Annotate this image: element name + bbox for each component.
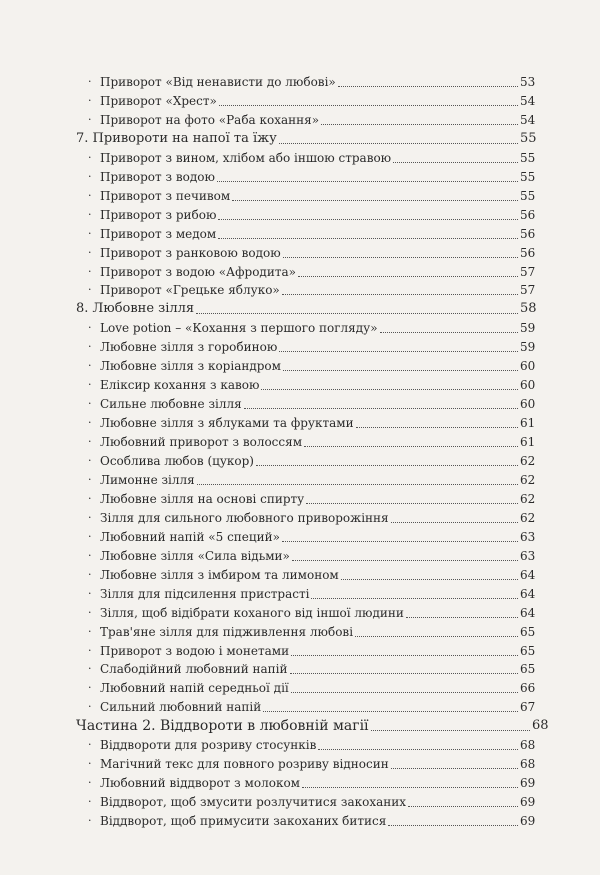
toc-entry-title: Приворот з медом	[100, 226, 217, 241]
dot-leader	[380, 331, 518, 333]
toc-entry-title: Приворот з вином, хлібом або іншою стравою	[100, 150, 392, 165]
toc-entry-page-number: 61	[520, 435, 536, 450]
dot-leader	[282, 293, 518, 295]
toc-entry	[0, 792, 600, 810]
toc-entry	[0, 527, 600, 545]
toc-entry-page-number: 61	[520, 416, 536, 431]
bullet-icon: ·	[88, 510, 92, 524]
toc-entry	[0, 546, 600, 564]
dot-leader	[283, 256, 518, 258]
toc-entry	[0, 432, 600, 450]
dot-leader	[338, 85, 518, 87]
dot-leader	[291, 691, 518, 693]
toc-entry-page-number: 68	[520, 757, 536, 772]
bullet-icon: ·	[88, 340, 92, 354]
toc-entry-page-number: 65	[520, 643, 536, 658]
bullet-icon: ·	[88, 283, 92, 297]
dot-leader	[218, 218, 518, 220]
toc-entry-page-number: 60	[520, 378, 536, 393]
bullet-icon: ·	[88, 700, 92, 714]
toc-entry	[0, 641, 600, 659]
toc-entry	[0, 299, 600, 317]
bullet-icon: ·	[88, 624, 92, 638]
toc-entry	[0, 451, 600, 469]
toc-entry-page-number: 62	[520, 472, 536, 487]
toc-entry	[0, 280, 600, 298]
dot-leader	[244, 407, 518, 409]
toc-entry	[0, 811, 600, 829]
toc-entry-page-number: 64	[520, 605, 536, 620]
toc-entry-page-number: 53	[520, 75, 536, 89]
dot-leader	[263, 710, 518, 712]
toc-entry	[0, 186, 600, 204]
dot-leader	[291, 654, 518, 656]
toc-entry-title: Любовний приворот з волоссям	[100, 435, 303, 450]
toc-entry-title: Любовне зілля з яблуками та фруктами	[100, 416, 354, 431]
toc-entry	[0, 773, 600, 791]
dot-leader	[232, 199, 518, 201]
toc-entry-title: Любовний напій середньої дії	[100, 681, 289, 696]
toc-entry-page-number: 57	[520, 283, 536, 298]
toc-entry-title: Любовне зілля «Сила відьми»	[100, 548, 290, 563]
toc-entry	[0, 224, 600, 242]
bullet-icon: ·	[88, 321, 92, 335]
dot-leader	[197, 483, 518, 485]
toc-entry-page-number: 55	[520, 188, 536, 203]
toc-entry	[0, 413, 600, 431]
dot-leader	[341, 578, 518, 580]
toc-entry-page-number: 62	[520, 454, 536, 468]
toc-entry-page-number: 69	[520, 814, 536, 829]
toc-entry-page-number: 56	[520, 245, 536, 260]
toc-entry-title: Любовний віддворот з молоком	[100, 776, 301, 791]
bullet-icon: ·	[88, 472, 92, 486]
toc-entry-title: Приворот на фото «Раба кохання»	[100, 112, 320, 127]
dot-leader	[256, 464, 518, 466]
toc-entry-title: Любовне зілля з горобиною	[100, 340, 278, 355]
toc-entry-title: Сильний любовний напій	[100, 700, 262, 715]
toc-entry	[0, 129, 600, 147]
toc-entry-title: Приворот з водою	[100, 169, 215, 184]
toc-entry	[0, 678, 600, 696]
bullet-icon: ·	[88, 605, 92, 619]
bullet-icon: ·	[88, 435, 92, 449]
toc-entry-title: Віддворот, щоб примусити закоханих битися	[100, 814, 387, 829]
toc-entry-page-number: 60	[520, 397, 536, 412]
dot-leader	[279, 142, 518, 144]
bullet-icon: ·	[88, 586, 92, 600]
toc-entry	[0, 565, 600, 583]
toc-entry	[0, 110, 600, 128]
toc-entry	[0, 148, 600, 166]
bullet-icon: ·	[88, 150, 92, 164]
dot-leader	[196, 312, 518, 314]
dot-leader	[318, 748, 518, 750]
toc-entry-page-number: 65	[520, 662, 536, 677]
toc-entry-title: Сильне любовне зілля	[100, 397, 242, 412]
dot-leader	[217, 180, 518, 182]
toc-entry-page-number: 59	[520, 321, 536, 336]
dot-leader	[321, 123, 518, 125]
toc-entry	[0, 508, 600, 526]
bullet-icon: ·	[88, 378, 92, 392]
dot-leader	[219, 104, 518, 106]
bullet-icon: ·	[88, 548, 92, 562]
bullet-icon: ·	[88, 245, 92, 259]
toc-entry-page-number: 62	[520, 510, 536, 525]
toc-entry-page-number: 55	[520, 130, 537, 146]
bullet-icon: ·	[88, 264, 92, 278]
toc-entry-title: Любовне зілля з імбиром та лимоном	[100, 567, 339, 582]
dot-leader	[311, 597, 518, 599]
toc-entry	[0, 697, 600, 715]
toc-entry-page-number: 68	[532, 718, 549, 734]
toc-entry	[0, 754, 600, 772]
toc-entry-page-number: 66	[520, 681, 536, 696]
dot-leader	[391, 521, 518, 523]
toc-entry-title: Зілля, щоб відібрати коханого від іншої людини	[100, 605, 404, 620]
toc-entry-title: 8. Любовне зілля	[76, 301, 195, 317]
dot-leader	[283, 369, 518, 371]
bullet-icon: ·	[88, 169, 92, 183]
bullet-icon: ·	[88, 359, 92, 373]
bullet-icon: ·	[88, 416, 92, 430]
toc-entry-title: Любовний напій «5 специй»	[100, 529, 280, 544]
dot-leader	[391, 767, 518, 769]
toc-entry	[0, 205, 600, 223]
toc-entry	[0, 489, 600, 507]
toc-entry-page-number: 60	[520, 359, 536, 374]
dot-leader	[298, 275, 518, 277]
dot-leader	[261, 388, 518, 390]
bullet-icon: ·	[88, 814, 92, 828]
bullet-icon: ·	[88, 188, 92, 202]
toc-entry	[0, 470, 600, 488]
toc-entry-title: Трав'яне зілля для підживлення любові	[100, 624, 354, 639]
toc-entry-title: Еліксир кохання з кавою	[100, 378, 260, 393]
toc-entry-title: Частина 2. Віддвороти в любовній магії	[76, 718, 369, 735]
bullet-icon: ·	[88, 112, 92, 126]
toc-entry-title: Приворот «Від ненависти до любові»	[100, 75, 336, 89]
toc-entry-page-number: 55	[520, 150, 536, 165]
toc-entry-page-number: 58	[520, 301, 537, 317]
toc-entry	[0, 659, 600, 677]
toc-entry-page-number: 57	[520, 264, 536, 279]
toc-entry-page-number: 54	[520, 93, 536, 108]
toc-entry-title: Любовне зілля з коріандром	[100, 359, 281, 374]
bullet-icon: ·	[88, 776, 92, 790]
toc-entry-page-number: 63	[520, 548, 536, 563]
toc-entry-title: Приворот з водою «Афродита»	[100, 264, 296, 279]
toc-entry-title: Магічний текс для повного розриву відносин	[100, 757, 389, 772]
bullet-icon: ·	[88, 529, 92, 543]
toc-entry-title: Особлива любов (цукор)	[100, 454, 254, 468]
dot-leader	[302, 786, 518, 788]
toc-entry-title: Приворот з рибою	[100, 207, 217, 222]
toc-entry-page-number: 68	[520, 738, 536, 753]
dot-leader	[356, 426, 518, 428]
toc-entry-title: 7. Привороти на напої та їжу	[76, 130, 277, 146]
toc-entry	[0, 716, 600, 734]
bullet-icon: ·	[88, 491, 92, 505]
dot-leader	[290, 672, 518, 674]
toc-entry-page-number: 69	[520, 795, 536, 810]
toc-entry	[0, 167, 600, 185]
toc-entry-page-number: 69	[520, 776, 536, 791]
dot-leader	[218, 237, 518, 239]
toc-entry-title: Приворот з печивом	[100, 188, 231, 203]
toc-entry-page-number: 67	[520, 700, 536, 715]
bullet-icon: ·	[88, 738, 92, 752]
toc-entry	[0, 243, 600, 261]
toc-entry-title: Love potion – «Кохання з першого погляду»	[100, 321, 378, 336]
bullet-icon: ·	[88, 681, 92, 695]
toc-entry-page-number: 65	[520, 624, 536, 639]
toc-entry	[0, 622, 600, 640]
toc-entry-title: Приворот з ранковою водою	[100, 245, 281, 260]
toc-entry-title: Зілля для сильного любовного приворожіння	[100, 510, 389, 525]
dot-leader	[282, 540, 518, 542]
toc-entry	[0, 735, 600, 753]
dot-leader	[304, 445, 518, 447]
toc-entry-page-number: 55	[520, 169, 536, 184]
toc-entry-page-number: 54	[520, 112, 536, 127]
dot-leader	[355, 635, 518, 637]
bullet-icon: ·	[88, 757, 92, 771]
toc-entry-title: Приворот «Хрест»	[100, 93, 217, 108]
dot-leader	[292, 559, 518, 561]
bullet-icon: ·	[88, 75, 92, 88]
dot-leader	[388, 824, 518, 826]
toc-entry-title: Віддвороти для розриву стосунків	[100, 738, 317, 753]
toc-entry-page-number: 63	[520, 529, 536, 544]
toc-entry-page-number: 64	[520, 586, 536, 601]
bullet-icon: ·	[88, 567, 92, 581]
toc-entry	[0, 72, 600, 90]
toc-entry	[0, 337, 600, 355]
toc-entry-title: Слабодійний любовний напій	[100, 662, 288, 677]
toc-entry	[0, 262, 600, 280]
toc-entry	[0, 375, 600, 393]
toc-entry	[0, 584, 600, 602]
toc-entry	[0, 394, 600, 412]
toc-entry-page-number: 56	[520, 226, 536, 241]
toc-entry-title: Віддворот, щоб змусити розлучитися закоханих	[100, 795, 407, 810]
dot-leader	[393, 161, 518, 163]
toc-entry-page-number: 56	[520, 207, 536, 222]
dot-leader	[406, 616, 518, 618]
toc-entry-page-number: 59	[520, 340, 536, 355]
bullet-icon: ·	[88, 643, 92, 657]
bullet-icon: ·	[88, 454, 92, 467]
bullet-icon: ·	[88, 795, 92, 809]
toc-entry	[0, 91, 600, 109]
toc-entry-title: Зілля для підсилення пристрасті	[100, 586, 310, 601]
toc-entry-page-number: 64	[520, 567, 536, 582]
bullet-icon: ·	[88, 207, 92, 221]
toc-entry	[0, 356, 600, 374]
toc-entry-title: Любовне зілля на основі спирту	[100, 491, 305, 506]
toc-entry-page-number: 62	[520, 491, 536, 506]
dot-leader	[306, 502, 518, 504]
toc-entry	[0, 603, 600, 621]
dot-leader	[408, 805, 518, 807]
bullet-icon: ·	[88, 662, 92, 676]
bullet-icon: ·	[88, 93, 92, 107]
bullet-icon: ·	[88, 226, 92, 240]
toc-entry-title: Приворот з водою і монетами	[100, 643, 290, 658]
toc-entry-title: Приворот «Грецьке яблуко»	[100, 283, 280, 298]
dot-leader	[279, 350, 518, 352]
toc-entry-title: Лимонне зілля	[100, 472, 195, 487]
toc-entry	[0, 318, 600, 336]
dot-leader	[371, 729, 530, 731]
bullet-icon: ·	[88, 397, 92, 411]
